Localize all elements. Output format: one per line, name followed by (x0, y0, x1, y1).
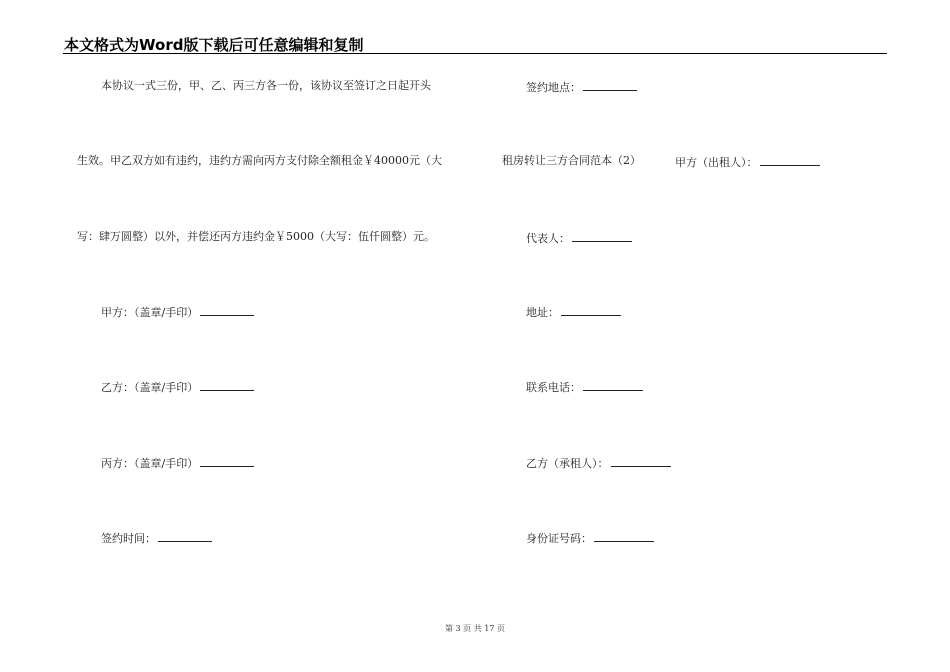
header-divider (63, 53, 887, 54)
party-a-signature (101, 304, 254, 320)
paragraph-line-2: 生效。甲乙双方如有违约，违约方需向丙方支付除全额租金￥40000元（大 (77, 154, 442, 167)
address-row (526, 304, 621, 320)
lessor-row (675, 154, 820, 170)
id-number-row (526, 530, 654, 546)
party-c-blank[interactable] (200, 455, 254, 467)
sign-place-blank[interactable] (583, 79, 637, 91)
phone-row (526, 379, 643, 395)
doc-title: 租房转让三方合同范本（2） (502, 154, 641, 167)
representative-label: 代表人： (526, 232, 570, 245)
sign-time-row (101, 530, 212, 546)
lessee-label: 乙方（承租人）： (526, 457, 609, 470)
representative-blank[interactable] (572, 230, 632, 242)
phone-label: 联系电话： (526, 381, 581, 394)
representative-row (526, 230, 632, 246)
party-b-blank[interactable] (200, 379, 254, 391)
address-blank[interactable] (561, 304, 621, 316)
phone-blank[interactable] (583, 379, 643, 391)
party-a-label: 甲方：（盖章/手印） (101, 306, 199, 319)
sign-place-label: 签约地点： (526, 81, 581, 94)
id-number-label: 身份证号码： (526, 532, 592, 545)
id-number-blank[interactable] (594, 530, 654, 542)
party-b-signature (101, 379, 254, 395)
sign-place-row (526, 79, 637, 95)
paragraph-line-1: 本协议一式三份，甲、乙、丙三方各一份，该协议至签订之日起开头 (101, 79, 431, 92)
lessor-blank[interactable] (760, 154, 820, 166)
party-c-signature (101, 455, 254, 471)
lessor-label: 甲方（出租人）： (675, 156, 758, 169)
lessee-row (526, 455, 671, 471)
party-a-blank[interactable] (200, 304, 254, 316)
lessee-blank[interactable] (611, 455, 671, 467)
party-c-label: 丙方：（盖章/手印） (101, 457, 199, 470)
page-footer: 第 3 页 共 17 页 (445, 624, 505, 633)
party-b-label: 乙方：（盖章/手印） (101, 381, 199, 394)
sign-time-blank[interactable] (158, 530, 212, 542)
page-header: 本文格式为Word版下载后可任意编辑和复制 (64, 36, 364, 54)
sign-time-label: 签约时间： (101, 532, 156, 545)
address-label: 地址： (526, 306, 559, 319)
paragraph-line-3: 写：肆万圆整）以外，并偿还丙方违约金￥5000（大写：伍仟圆整）元。 (77, 230, 435, 243)
